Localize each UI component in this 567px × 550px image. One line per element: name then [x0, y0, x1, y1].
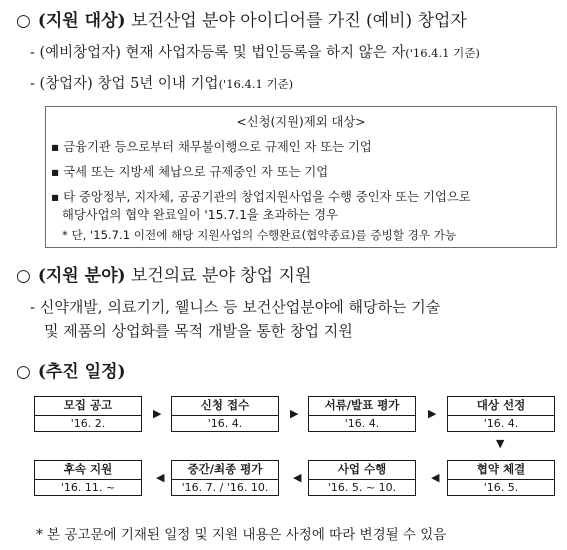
exclusion-item-continued: 해당사업의 협약 완료일이 '15.7.1을 초과하는 경우	[62, 208, 338, 222]
step-name: 중간/최종 평가	[172, 461, 278, 480]
arrow-left-icon: ◀	[293, 471, 302, 484]
item-note: ('16.4.1 기준)	[218, 77, 294, 91]
arrow-down-icon: ▼	[496, 437, 505, 450]
circle-bullet-icon: ○	[16, 362, 31, 382]
schedule-step	[447, 460, 555, 496]
step-name: 대상 선정	[448, 397, 554, 416]
exclusion-box-title: <신청(지원)제외 대상>	[236, 115, 366, 129]
footnote: * 본 공고문에 기재된 일정 및 지원 내용은 사정에 따라 변경될 수 있음	[36, 527, 447, 543]
item-text: - (예비창업자) 현재 사업자등록 및 법인등록을 하지 않은 자	[30, 45, 406, 61]
target-item-prospective	[30, 41, 480, 62]
circle-bullet-icon: ○	[16, 11, 31, 31]
step-name: 모집 공고	[35, 397, 141, 416]
exclusion-note: * 단, '15.7.1 이전에 해당 지원사업의 수행완료(협약종료)를 증빙할 경우 가능	[62, 228, 457, 242]
arrow-left-icon: ◀	[156, 471, 165, 484]
item-note: ('16.4.1 기준)	[405, 46, 480, 60]
section-text: 보건의료 분야 창업 지원	[130, 266, 312, 286]
item-text: - (창업자) 창업 5년 이내 기업	[30, 76, 219, 92]
step-name: 후속 지원	[35, 461, 141, 480]
schedule-step	[171, 396, 279, 432]
section-text: 보건산업 분야 아이디어를 가진 (예비) 창업자	[130, 11, 467, 31]
step-date: '16. 5.	[483, 481, 519, 494]
step-date: '16. 5. ~ 10.	[327, 481, 397, 494]
section-schedule-heading	[16, 357, 126, 382]
arrow-right-icon: ▶	[428, 407, 437, 420]
step-name: 협약 체결	[448, 461, 554, 480]
section-target-heading	[16, 6, 467, 31]
schedule-step	[34, 460, 142, 496]
schedule-step	[34, 396, 142, 432]
field-item-line1: - 신약개발, 의료기기, 웰니스 등 보건산업분야에 해당하는 기술	[30, 298, 441, 316]
step-date: '16. 11. ~	[60, 481, 116, 494]
schedule-step	[308, 396, 416, 432]
exclusion-item: ▪ 국세 또는 지방세 체납으로 규제중인 자 또는 기업	[51, 165, 329, 179]
arrow-right-icon: ▶	[153, 407, 162, 420]
step-date: '16. 4.	[483, 417, 519, 430]
schedule-step	[308, 460, 416, 496]
section-label: (추진 일정)	[37, 362, 126, 382]
field-item-line2: 및 제품의 상업화를 목적 개발을 통한 창업 지원	[44, 322, 353, 340]
step-name: 서류/발표 평가	[309, 397, 415, 416]
section-label: (지원 분야)	[37, 266, 126, 286]
exclusion-box	[45, 106, 557, 248]
target-item-founder	[30, 72, 293, 93]
arrow-right-icon: ▶	[290, 407, 299, 420]
schedule-step	[171, 460, 279, 496]
exclusion-item: ▪ 타 중앙정부, 지자체, 공공기관의 창업지원사업을 수행 중인자 또는 기업으로	[51, 190, 471, 204]
step-date: '16. 7. / '16. 10.	[181, 481, 269, 494]
section-label: (지원 대상)	[37, 11, 126, 31]
circle-bullet-icon: ○	[16, 266, 31, 286]
exclusion-item: ▪ 금융기관 등으로부터 채무불이행으로 규제인 자 또는 기업	[51, 140, 372, 154]
step-date: '16. 4.	[207, 417, 243, 430]
step-name: 신청 접수	[172, 397, 278, 416]
step-name: 사업 수행	[309, 461, 415, 480]
section-field-heading	[16, 261, 311, 286]
step-date: '16. 4.	[344, 417, 380, 430]
step-date: '16. 2.	[70, 417, 106, 430]
schedule-step	[447, 396, 555, 432]
arrow-left-icon: ◀	[431, 471, 440, 484]
